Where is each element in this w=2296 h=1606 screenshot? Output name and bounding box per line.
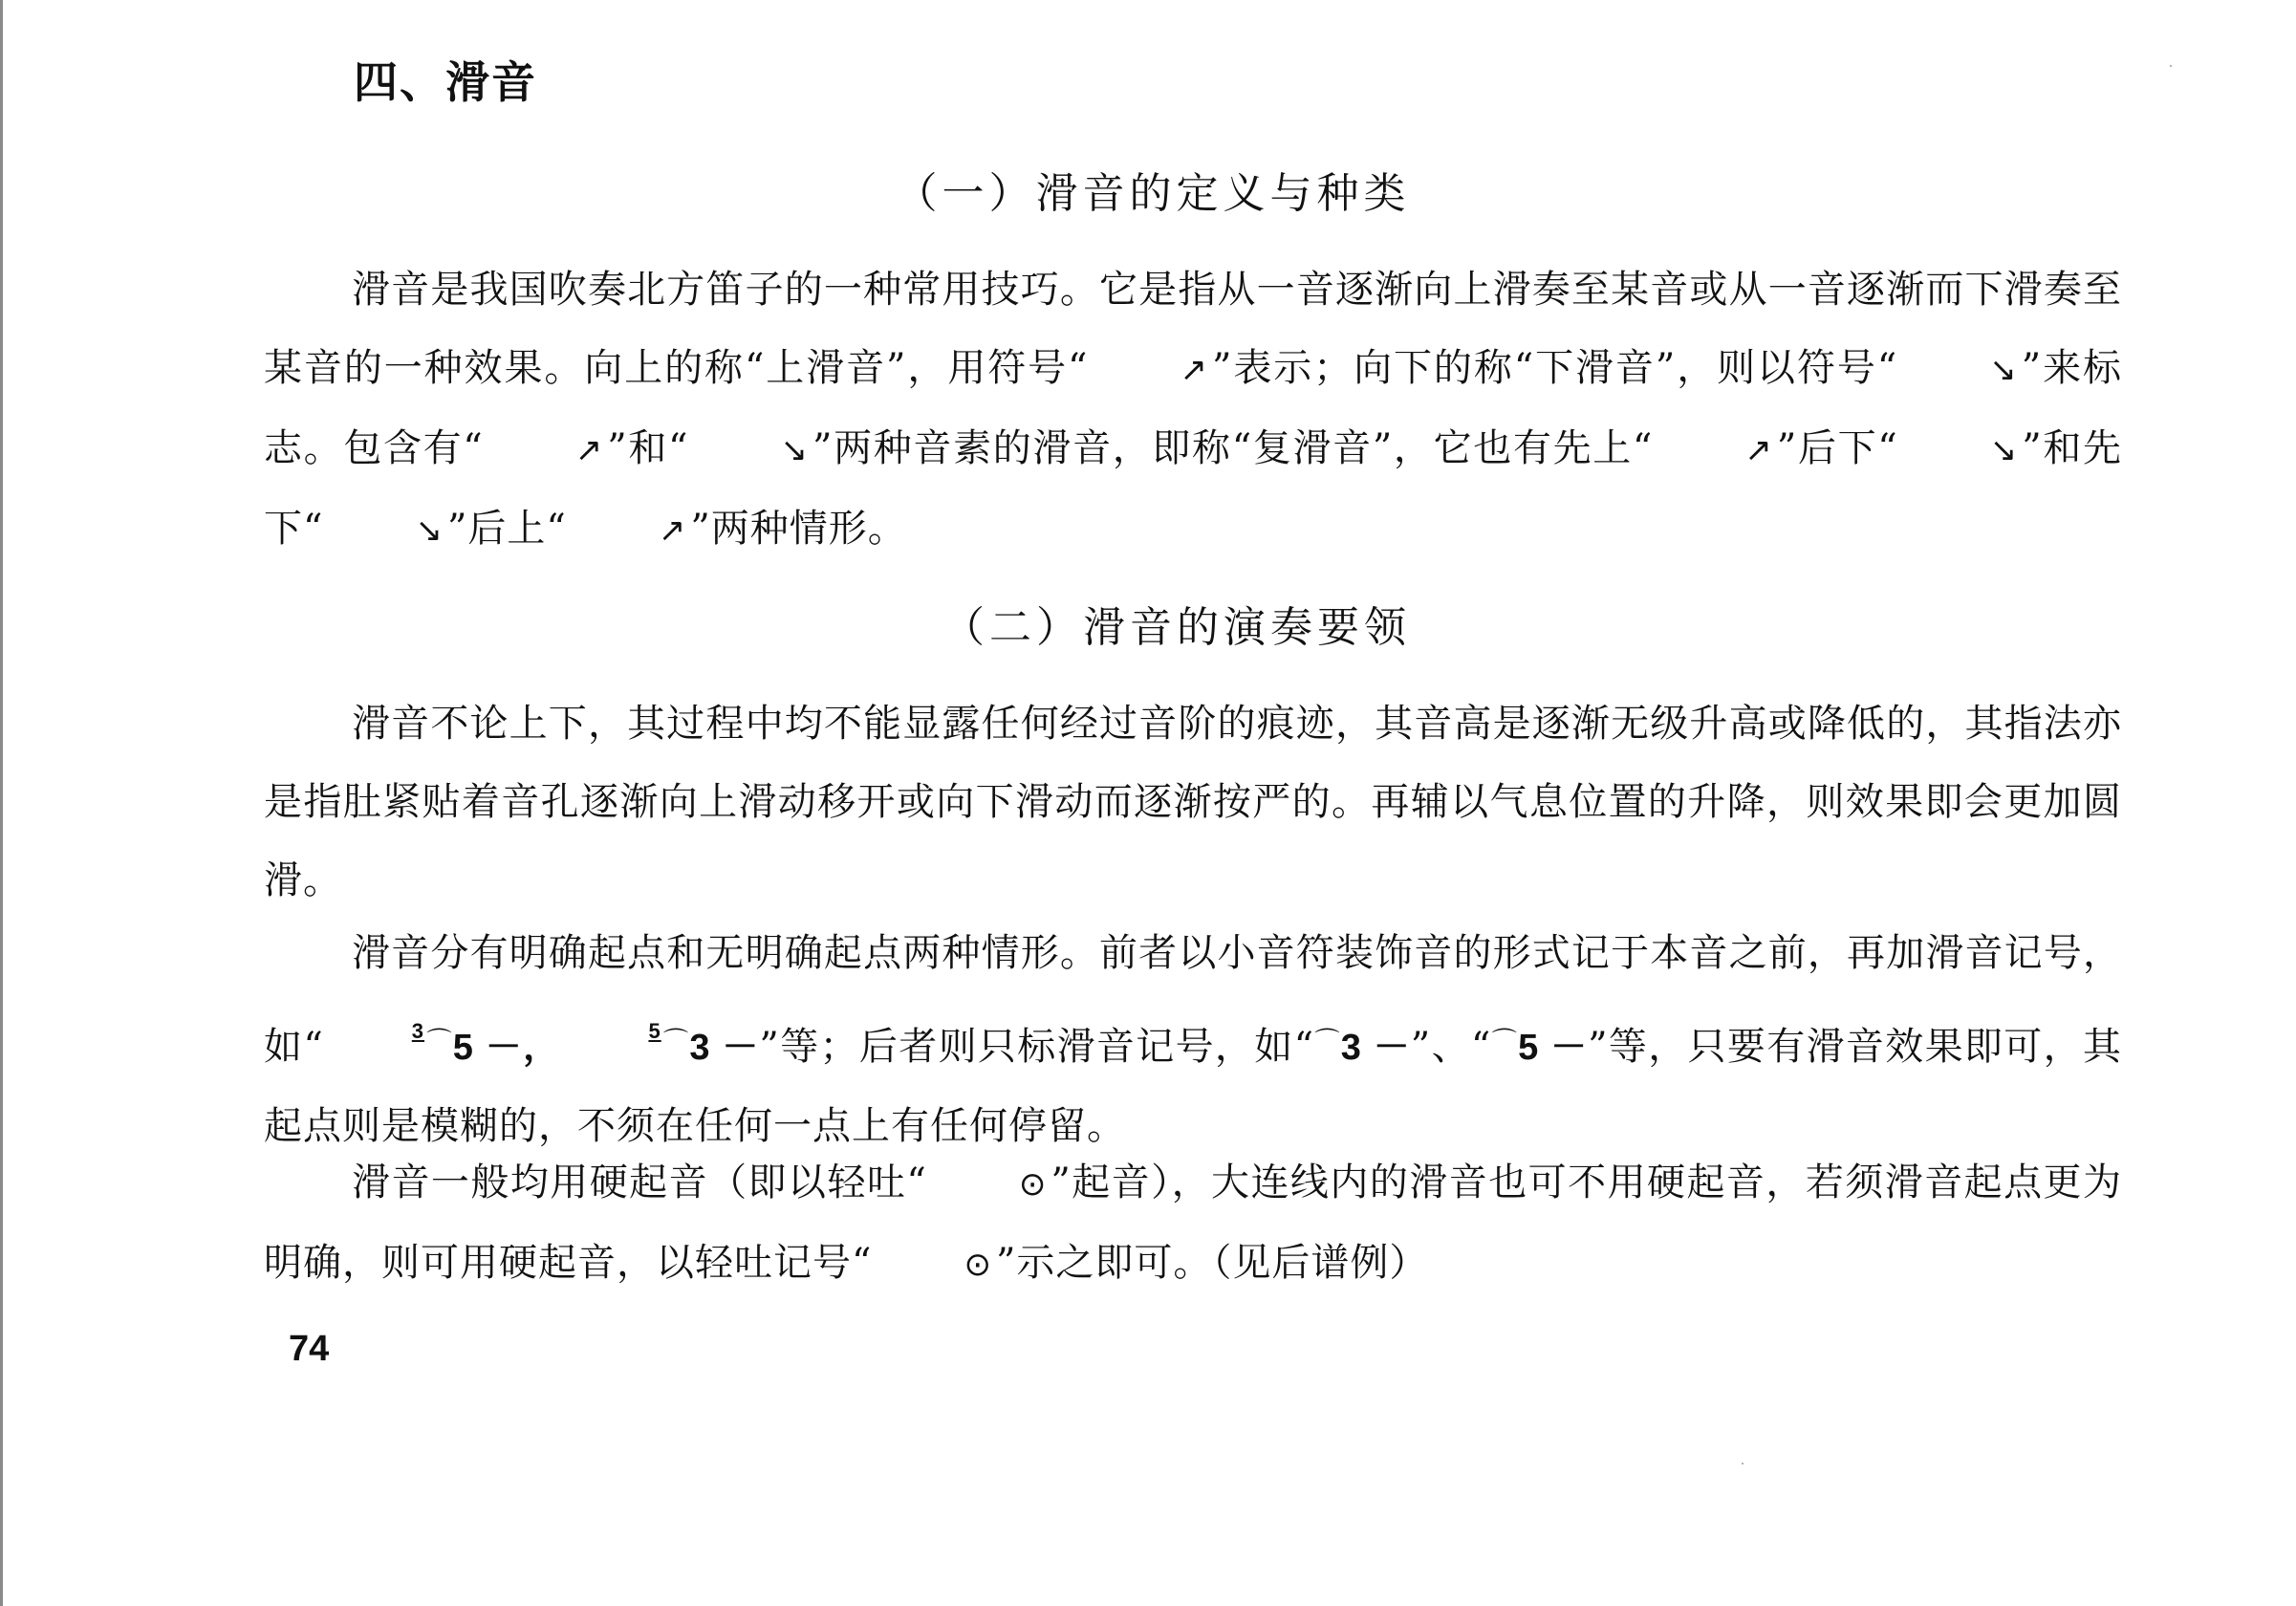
- slide-down-symbol: ↘: [415, 511, 444, 550]
- text: ”和先下“: [264, 426, 2123, 551]
- text: ”来标志。包含有“: [264, 346, 2122, 470]
- slide-mark-icon: ⌒: [662, 1028, 690, 1056]
- slide-up-symbol: ↗: [1180, 351, 1208, 389]
- text: ”起音），大连线内的滑音也可不用硬起音，若须滑音起点更为明确，则可用硬起音，以轻吐记号“: [264, 1161, 2123, 1285]
- paragraph-definition: [264, 250, 2122, 570]
- text: 滑音分有明确起点和无明确起点两种情形。前者以小音符装饰音的形式记于本音之前，再加滑音记号，如“: [264, 931, 2122, 1069]
- notation: 5 －，: [452, 1028, 561, 1068]
- slide-up-symbol: ↗: [574, 431, 604, 469]
- text: ”示之即可。（见后谱例）: [995, 1241, 1429, 1285]
- notation: 3 －: [689, 1028, 760, 1068]
- text: 滑音一般均用硬起音（即以轻吐“: [352, 1161, 927, 1204]
- slide-up-symbol: ↗: [1744, 431, 1773, 469]
- slide-down-symbol: ↘: [1989, 431, 2019, 469]
- subheading-definition: （一）滑音的定义与种类: [895, 169, 1411, 218]
- slide-up-symbol: ↗: [658, 511, 687, 550]
- text: ”表示；向下的称“下滑音”，则以符号“: [1212, 346, 1898, 390]
- scan-speck: [1742, 1463, 1744, 1465]
- slide-down-symbol: ↘: [780, 431, 809, 469]
- slide-mark-icon: ⌒: [1314, 1028, 1341, 1056]
- page-number: 74: [289, 1329, 330, 1369]
- text: ”两种音素的滑音，即称“复滑音”，它也有先上“: [812, 426, 1654, 470]
- text: ”、“: [1410, 1025, 1492, 1069]
- tongue-dot-icon: ⊙: [964, 1246, 992, 1284]
- subheading-technique: （二）滑音的演奏要领: [942, 603, 1411, 652]
- page-edge-line: [0, 0, 3, 1606]
- grace-note: 5: [648, 1019, 661, 1043]
- slide-mark-icon: ⌒: [426, 1028, 453, 1056]
- paragraph-hard-attack: [264, 1143, 2122, 1304]
- section-heading: 四、滑音: [354, 56, 537, 108]
- text: 滑音是我国吹奏北方笛子的一种常用技巧。它是指从一音逐渐向上滑奏至某音或从一音逐渐而下滑奏至某音的一种效果。向上的称“上滑音”，用符号“: [264, 268, 2122, 390]
- text: ”和“: [607, 426, 689, 470]
- paragraph-technique: 滑音不论上下，其过程中均不能显露任何经过音阶的痕迹，其音高是逐渐无级升高或降低的，其指法亦是指肚紧贴着音孔逐渐向上滑动移开或向下滑动而逐渐按严的。再辅以气息位置的升降，则效果即会更加圆滑。: [264, 702, 2122, 902]
- paragraph-start-point: [264, 914, 2122, 1165]
- tongue-dot-icon: ⊙: [1018, 1165, 1048, 1204]
- text: ”后下“: [1776, 426, 1898, 470]
- scan-speck: [2170, 65, 2172, 67]
- grace-note: 3: [411, 1019, 425, 1043]
- notation: 5 －: [1518, 1028, 1589, 1068]
- text: ”后上“: [446, 507, 567, 551]
- text: ”等；后者则只标滑音记号，如“: [759, 1025, 1315, 1069]
- text: ”两种情形。: [690, 507, 907, 551]
- notation: 3 －: [1340, 1028, 1411, 1068]
- slide-mark-icon: ⌒: [1491, 1028, 1519, 1056]
- slide-down-symbol: ↘: [1989, 351, 2018, 389]
- text: ”等，只要有滑音效果即可，其起点则是模糊的，不须在任何一点上有任何停留。: [264, 1025, 2122, 1148]
